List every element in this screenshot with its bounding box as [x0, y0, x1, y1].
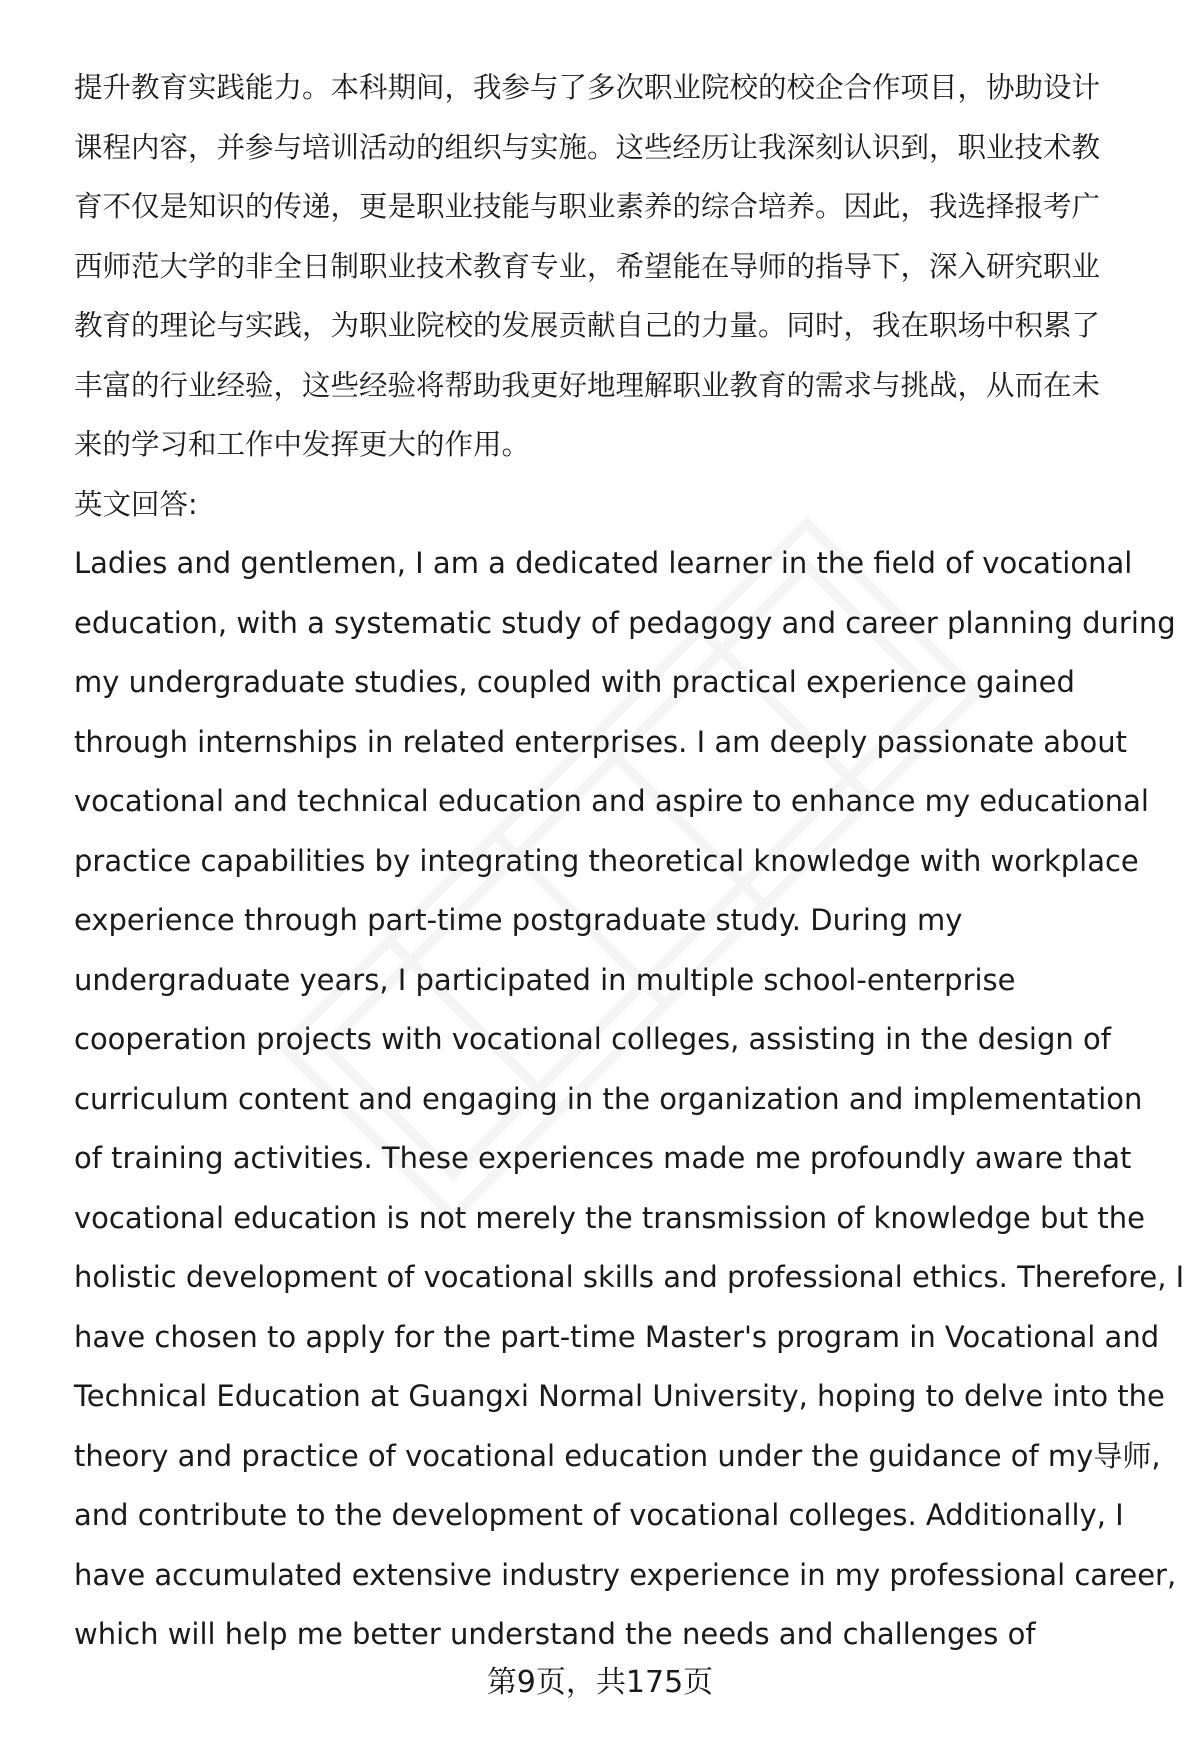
text-line: holistic development of vocational skills and professional ethics. Therefore, I [74, 1260, 1185, 1294]
text-line: theory and practice of vocational education under the guidance of my导师, [74, 1438, 1161, 1473]
english-answer-heading: 英文回答: [74, 487, 198, 521]
text-line: vocational education is not merely the transmission of knowledge but the [74, 1200, 1145, 1235]
text-line: undergraduate years, I participated in multiple school-enterprise [74, 962, 1016, 997]
text-line: 教育的理论与实践，为职业院校的发展贡献自己的力量。同时，我在职场中积累了 [74, 309, 1101, 342]
text-line: and contribute to the development of vocational colleges. Additionally, I [74, 1498, 1124, 1532]
text-line: cooperation projects with vocational colleges, assisting in the design of [74, 1022, 1111, 1056]
text-line: Technical Education at Guangxi Normal University, hoping to delve into the [74, 1379, 1165, 1413]
text-line: through internships in related enterprises. I am deeply passionate about [74, 724, 1127, 759]
text-line: 西师范大学的非全日制职业技术教育专业，希望能在导师的指导下，深入研究职业 [74, 249, 1101, 283]
text-line: Ladies and gentlemen, I am a dedicated learner in the field of vocational [74, 546, 1133, 580]
text-line: experience through part-time postgraduate study. During my [74, 903, 963, 937]
text-line: have accumulated extensive industry experience in my professional career, [74, 1557, 1177, 1592]
text-line: 课程内容，并参与培训活动的组织与实施。这些经历让我深刻认识到，职业技术教 [74, 130, 1101, 164]
text-line: my undergraduate studies, coupled with practical experience gained [74, 665, 1075, 699]
text-line: which will help me better understand the needs and challenges of [74, 1617, 1036, 1651]
text-line: 丰富的行业经验，这些经验将帮助我更好地理解职业教育的需求与挑战，从而在未 [74, 368, 1101, 402]
text-line: curriculum content and engaging in the organization and implementation [74, 1081, 1143, 1116]
english-paragraph [74, 534, 1185, 1665]
document-body [74, 58, 1185, 1665]
chinese-paragraph [74, 58, 1174, 475]
text-line: 提升教育实践能力。本科期间，我参与了多次职业院校的校企合作项目，协助设计 [74, 71, 1101, 104]
text-line: 育不仅是知识的传递，更是职业技能与职业素养的综合培养。因此，我选择报考广 [74, 190, 1101, 223]
text-line: 来的学习和工作中发挥更大的作用。 [74, 428, 531, 461]
text-line: education, with a systematic study of pedagogy and career planning during [74, 605, 1176, 640]
page-number: 第9页，共175页 [486, 1665, 714, 1700]
text-line: vocational and technical education and aspire to enhance my educational [74, 784, 1149, 818]
text-line: practice capabilities by integrating theoretical knowledge with workplace [74, 843, 1139, 878]
text-line: of training activities. These experiences made me profoundly aware that [74, 1141, 1132, 1175]
text-line: have chosen to apply for the part-time Master's program in Vocational and [74, 1319, 1160, 1354]
